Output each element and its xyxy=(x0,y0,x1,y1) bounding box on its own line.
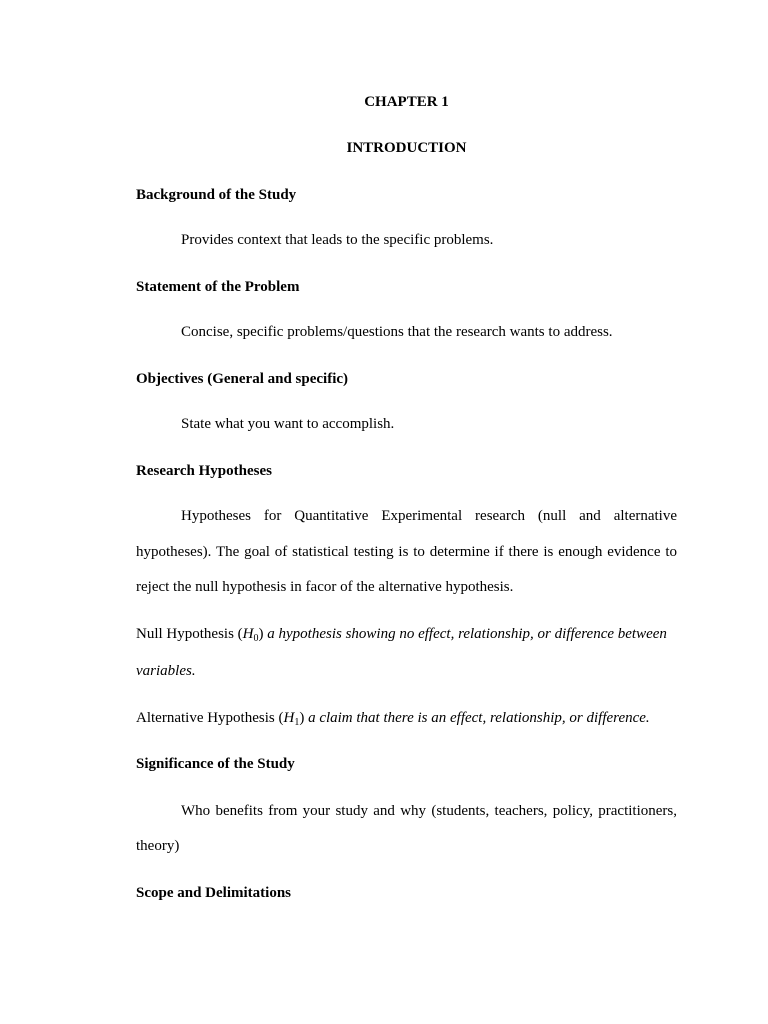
null-hypothesis-label: Null Hypothesis ( xyxy=(136,626,243,642)
chapter-number: CHAPTER 1 xyxy=(364,94,449,110)
alt-hypothesis-subscript: 1 xyxy=(294,717,300,728)
heading-statement: Statement of the Problem xyxy=(136,279,300,295)
alt-hypothesis-close: ) xyxy=(299,710,305,726)
hypotheses-line-3: reject the null hypothesis in facor of the alternative hypothesis. xyxy=(136,579,514,595)
null-hypothesis-definition: a hypothesis showing no effect, relationship, or difference between xyxy=(263,626,667,642)
alt-hypothesis-line xyxy=(136,709,677,727)
chapter-title: INTRODUCTION xyxy=(346,140,467,156)
significance-line-2: theory) xyxy=(136,838,180,854)
heading-background: Background of the Study xyxy=(136,187,297,203)
heading-objectives: Objectives (General and specific) xyxy=(136,371,349,387)
null-hypothesis-subscript: 0 xyxy=(253,633,259,644)
null-hypothesis-line xyxy=(136,625,677,643)
hypotheses-line-1: Hypotheses for Quantitative Experimental research (null and alternative xyxy=(181,508,677,524)
hypotheses-line-2: hypotheses). The goal of statistical testing is to determine if there is enough evidence to xyxy=(136,544,677,560)
null-hypothesis-close: ) xyxy=(258,626,264,642)
heading-significance: Significance of the Study xyxy=(136,756,295,772)
alt-hypothesis-symbol: H xyxy=(283,710,295,726)
significance-line-1: Who benefits from your study and why (students, teachers, policy, practitioners, xyxy=(181,803,677,819)
null-hypothesis-symbol: H xyxy=(242,626,254,642)
objectives-body: State what you want to accomplish. xyxy=(181,416,395,432)
alt-hypothesis-label: Alternative Hypothesis ( xyxy=(136,710,284,726)
background-body: Provides context that leads to the specific problems. xyxy=(181,232,494,248)
null-hypothesis-definition-cont: variables. xyxy=(136,663,196,679)
statement-body: Concise, specific problems/questions that the research wants to address. xyxy=(181,324,613,340)
heading-scope: Scope and Delimitations xyxy=(136,885,292,901)
alt-hypothesis-definition: a claim that there is an effect, relationship, or difference. xyxy=(304,710,650,726)
heading-hypotheses: Research Hypotheses xyxy=(136,463,272,479)
